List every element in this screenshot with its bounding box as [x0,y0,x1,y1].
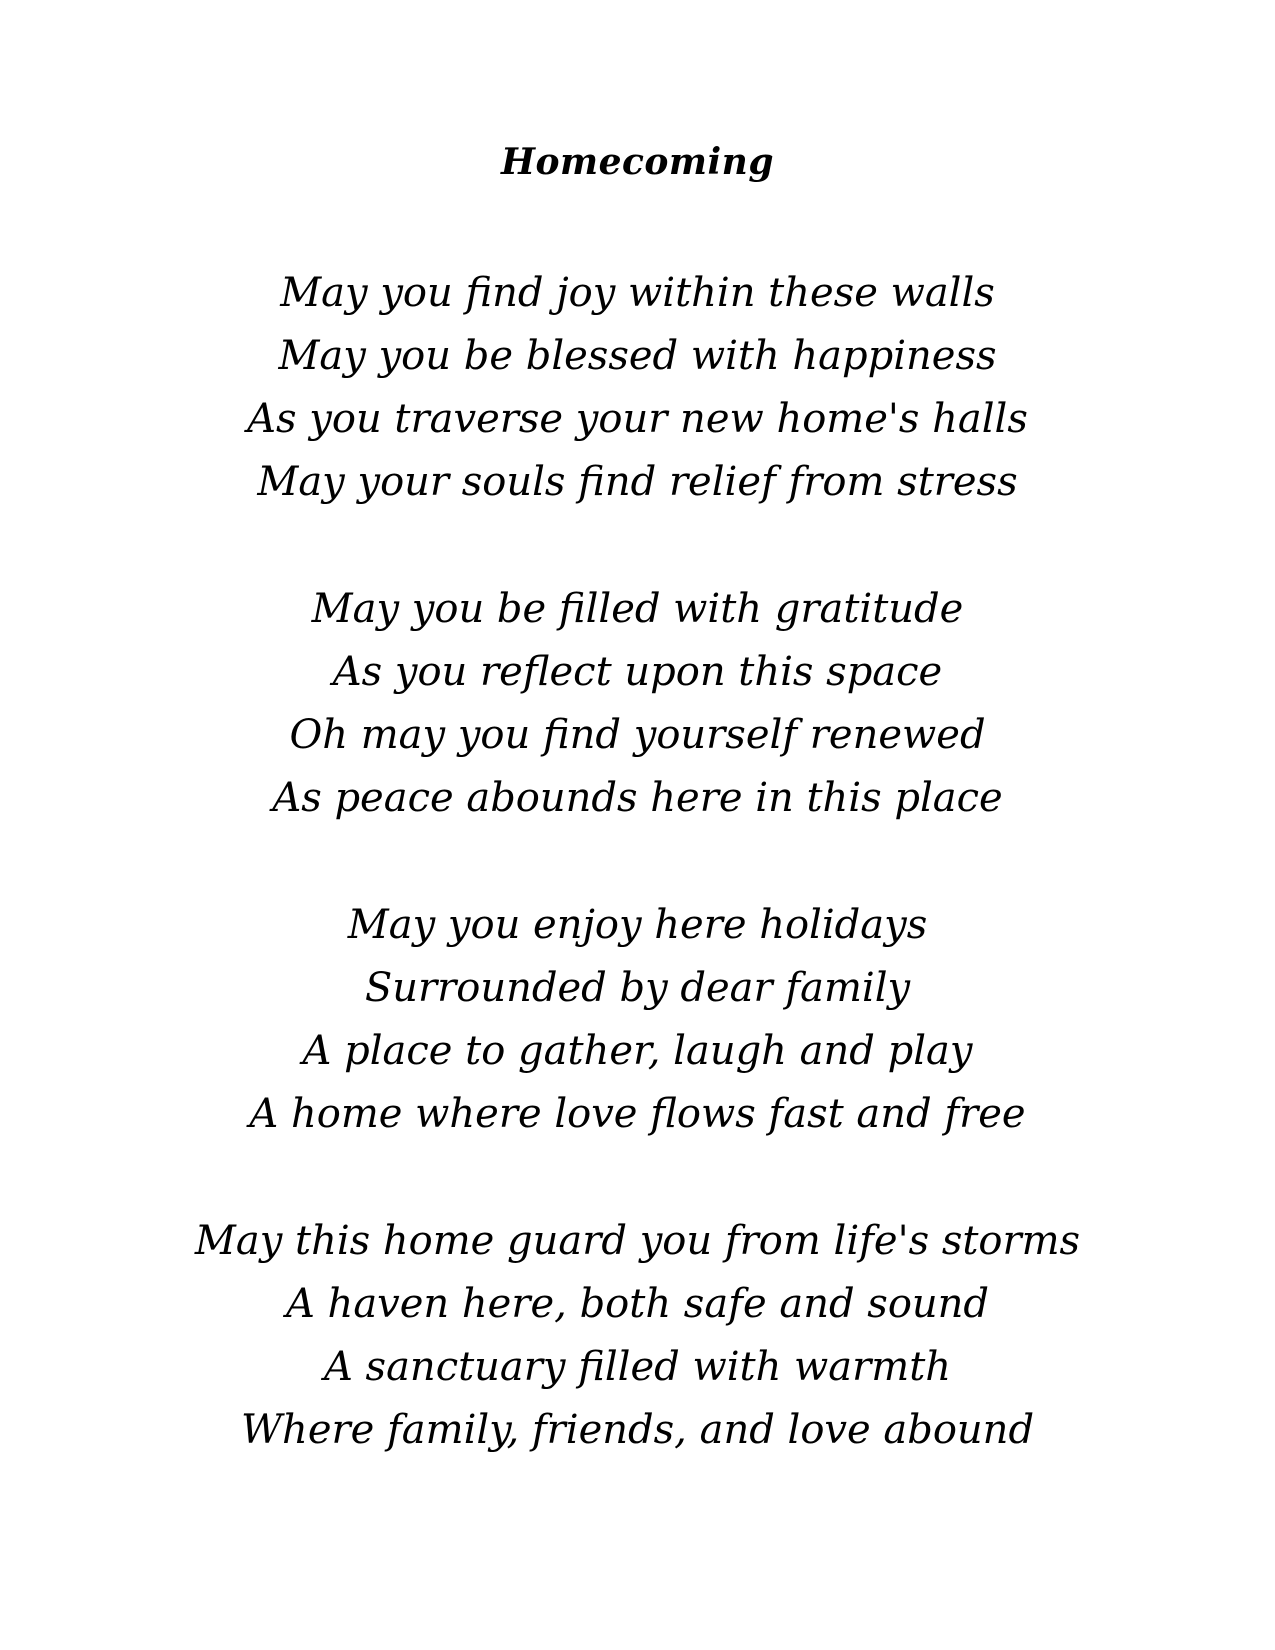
poem-title: Homecoming [500,141,775,183]
poem-line: As you reflect upon this space [332,649,943,695]
stanza-2 [0,578,1275,830]
poem-line: May you find joy within these walls [280,270,995,316]
poem-line: May your souls find relief from stress [257,459,1018,505]
poem-line: As you traverse your new home's halls [247,396,1028,442]
poem-line: A home where love flows fast and free [249,1091,1026,1137]
poem-line: Surrounded by dear family [364,965,911,1011]
poem-line: Oh may you find yourself renewed [289,712,986,758]
poem-line: May you enjoy here holidays [347,902,928,948]
poem-line: A haven here, both safe and sound [285,1281,990,1327]
poem-line: Where family, friends, and love abound [240,1407,1035,1453]
poem-line: As peace abounds here in this place [272,775,1003,821]
stanza-4 [0,1210,1275,1462]
poem-line: May this home guard you from life's storms [194,1218,1081,1264]
stanza-1 [0,262,1275,514]
poem-line: A place to gather, laugh and play [302,1028,973,1074]
poem-line: A sanctuary filled with warmth [323,1344,952,1390]
poem-line: May you be filled with gratitude [311,586,964,632]
stanza-3 [0,894,1275,1146]
poem-line: May you be blessed with happiness [278,333,997,379]
